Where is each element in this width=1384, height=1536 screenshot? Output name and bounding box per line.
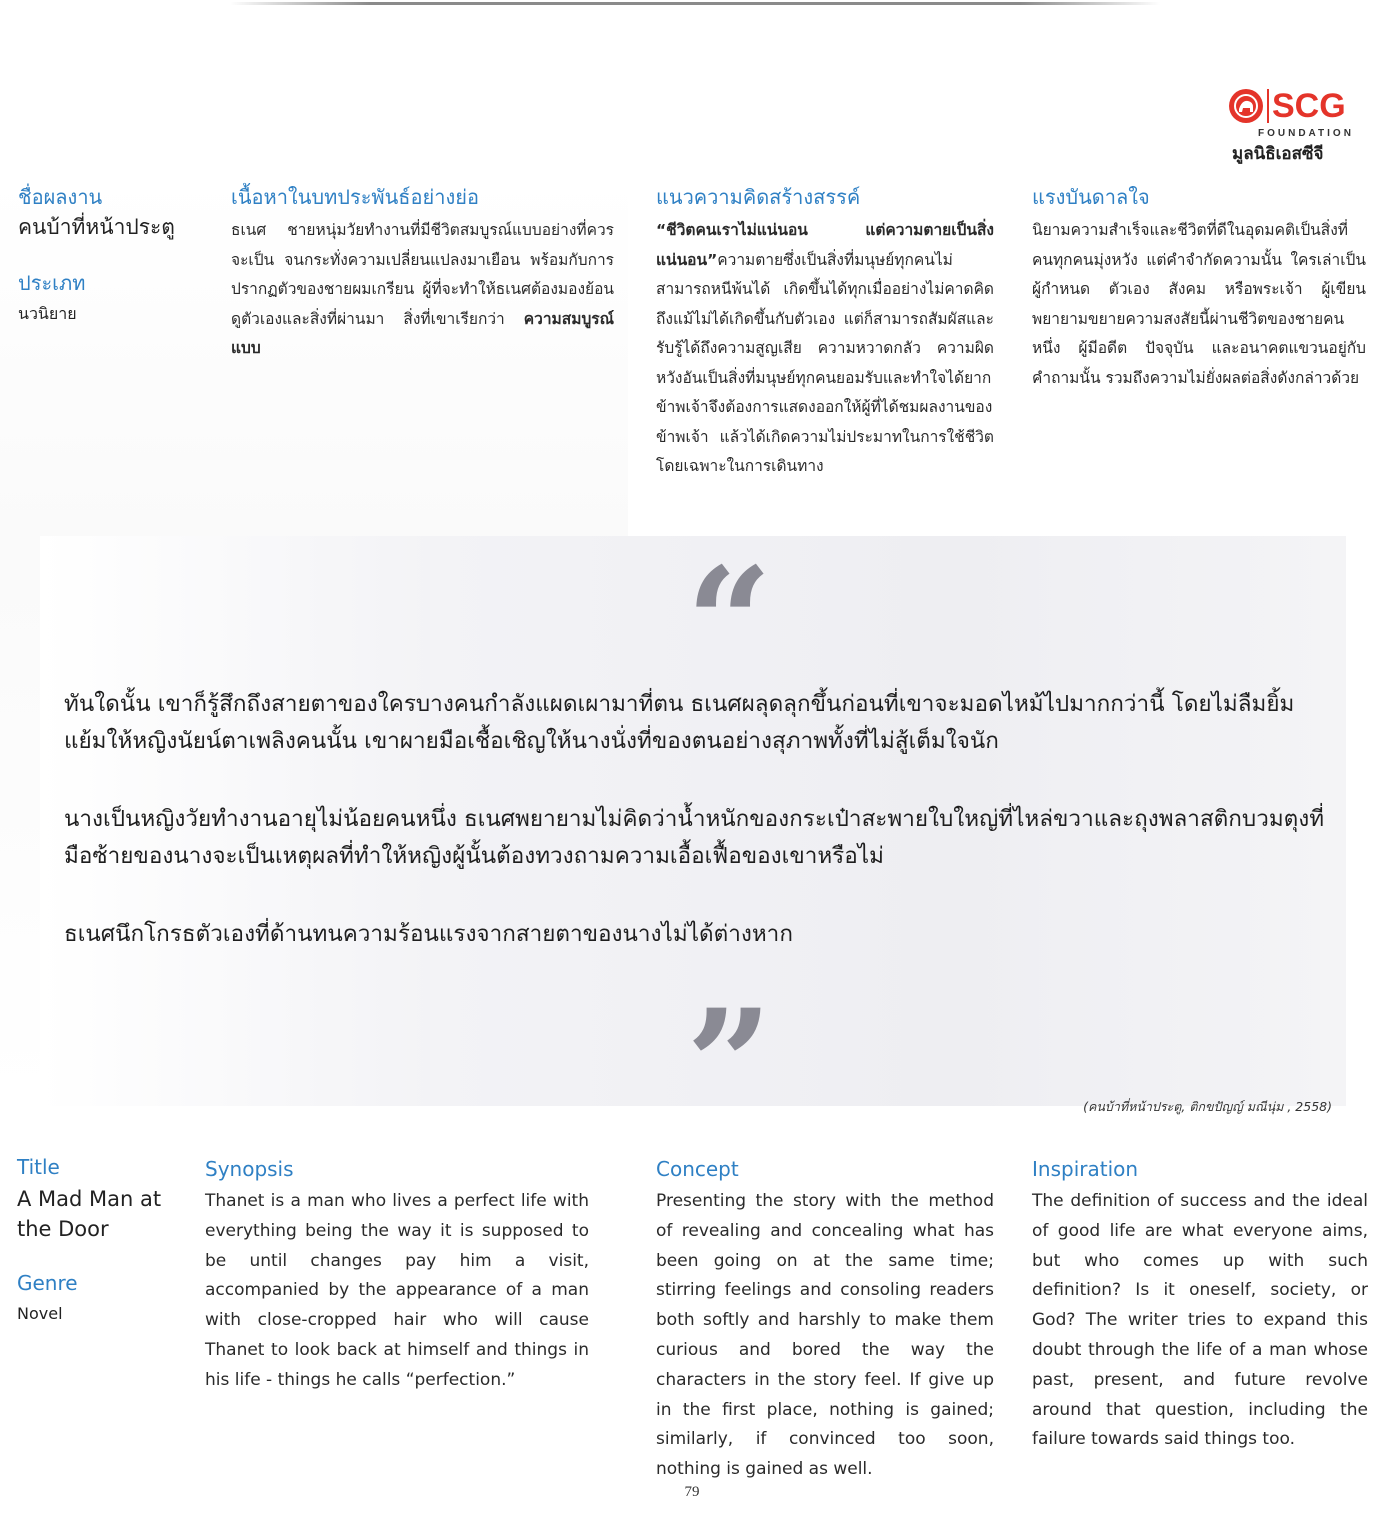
english-synopsis-block bbox=[205, 1156, 589, 1396]
thai-concept-block bbox=[656, 184, 994, 482]
thai-title-block bbox=[18, 184, 218, 326]
scg-foundation-logo bbox=[1226, 86, 1356, 166]
thai-concept-body: ความตายซึ่งเป็นสิ่งที่มนุษย์ทุกคนไม่สามารถหนีพ้นได้ เกิดขึ้นได้ทุกเมื่ออย่างไม่คาดคิด ถึงแม้ไม่ได้เกิดขึ้นกับตัวเอง แต่ก็สามารถสัมผัสและรับรู้ได้ถึงความสูญเสีย ความหวาดกลัว ความผิดหวังอันเป็นสิ่งที่มนุษย์ทุกคนยอมรับและทำใจได้ยาก ข้าพเจ้าจึงต้องการแสดงออกให้ผู้ที่ได้ชมผลงานของข้าพเจ้า แล้วได้เกิดความไม่ประมาทในการใช้ชีวิต โดยเฉพาะในการเดินทาง bbox=[656, 250, 994, 475]
open-quote-mark: “ bbox=[686, 535, 773, 711]
thai-synopsis-bold: ความสมบูรณ์แบบ bbox=[231, 309, 614, 357]
thai-genre-value: นวนิยาย bbox=[18, 304, 77, 323]
thai-synopsis-heading: เนื้อหาในบทประพันธ์อย่างย่อ bbox=[231, 185, 479, 209]
thai-synopsis-text bbox=[231, 216, 614, 364]
close-quote-mark: ” bbox=[686, 977, 773, 1153]
english-genre-label: Genre bbox=[17, 1271, 78, 1295]
thai-inspiration-text: นิยามความสำเร็จและชีวิตที่ดีในอุดมคติเป็นสิ่งที่คนทุกคนมุ่งหวัง แต่คำจำกัดความนั้น ใครเล่าเป็นผู้กำหนด ตัวเอง สังคม หรือพระเจ้า ผู้เขียนพยายามขยายความสงสัยนี้ผ่านชีวิตของชายคนหนึ่ง ผู้มีอดีต ปัจจุบัน และอนาคตแขวนอยู่กับคำถามนั้น รวมถึงความไม่ยั่งผลต่อสิ่งดังกล่าวด้วย bbox=[1032, 221, 1366, 387]
thai-inspiration-block bbox=[1032, 184, 1366, 393]
logo-subtitle: FOUNDATION bbox=[1258, 128, 1354, 139]
english-title-value: A Mad Man at the Door bbox=[17, 1187, 162, 1241]
page-number: 79 bbox=[684, 1484, 700, 1500]
english-title-block bbox=[17, 1154, 187, 1326]
english-title-label: Title bbox=[17, 1155, 60, 1179]
english-concept-text: Presenting the story with the method of revealing and concealing what has been going on at the same time; stirring feelings and consoling readers both softly and harshly to make them curious and bored the way the characters in the story feel. If give up in the first place, nothing is gained; similarly, if convinced too soon, nothing is gained as well. bbox=[656, 1191, 994, 1480]
thai-genre-label: ประเภท bbox=[18, 271, 86, 295]
thai-inspiration-heading: แรงบันดาลใจ bbox=[1032, 185, 1150, 209]
english-inspiration-block bbox=[1032, 1156, 1368, 1455]
thai-synopsis-body: ธเนศ ชายหนุ่มวัยทำงานที่มีชีวิตสมบูรณ์แบบอย่างที่ควรจะเป็น จนกระทั่งความเปลี่ยนแปลงมาเยือน พร้อมกับการปรากฏตัวของชายผมเกรียน ผู้ที่จะทำให้ธเนศต้องมองย้อนดูตัวเองและสิ่งที่ผ่านมา สิ่งที่เขาเรียกว่า bbox=[231, 221, 614, 328]
english-synopsis-text: Thanet is a man who lives a perfect life with everything being the way it is supposed to be until changes pay him a visit, accompanied by the appearance of a man with close-cropped hair who will cause Thanet to look back at himself and things in his life - things he calls “perfection.” bbox=[205, 1191, 589, 1390]
thai-title-label: ชื่อผลงาน bbox=[18, 185, 103, 209]
english-inspiration-heading: Inspiration bbox=[1032, 1157, 1139, 1181]
thai-concept-bold: “ชีวิตคนเราไม่แน่นอน แต่ความตายเป็นสิ่งแน่นอน” bbox=[656, 221, 994, 269]
quote-paragraph-1: ทันใดนั้น เขาก็รู้สึกถึงสายตาของใครบางคนกำลังแผดเผามาที่ตน ธเนศผลุดลุกขึ้นก่อนที่เขาจะมอดไหม้ไปมากกว่านี้ โดยไม่ลืมยิ้มแย้มให้หญิงนัยน์ตาเพลิงคนนั้น เขาผายมือเชื้อเชิญให้นางนั่งที่ของตนอย่างสุภาพทั้งที่ไม่สู้เต็มใจนัก bbox=[64, 691, 1295, 754]
english-concept-heading: Concept bbox=[656, 1157, 739, 1181]
quote-paragraph-3: ธเนศนึกโกรธตัวเองที่ด้านทนความร้อนแรงจากสายตาของนางไม่ได้ต่างหาก bbox=[64, 921, 793, 947]
thai-concept-heading: แนวความคิดสร้างสรรค์ bbox=[656, 185, 861, 209]
logo-thai-name: มูลนิธิเอสซีจี bbox=[1232, 144, 1324, 164]
thai-title-value: คนบ้าที่หน้าประตู bbox=[18, 215, 175, 239]
english-synopsis-heading: Synopsis bbox=[205, 1157, 294, 1181]
logo-name: SCG bbox=[1272, 87, 1346, 125]
english-concept-block bbox=[656, 1156, 994, 1485]
thai-concept-text bbox=[656, 216, 994, 482]
english-genre-value: Novel bbox=[17, 1304, 63, 1323]
quote-paragraph-2: นางเป็นหญิงวัยทำงานอายุไม่น้อยคนหนึ่ง ธเนศพยายามไม่คิดว่าน้ำหนักของกระเป๋าสะพายใบใหญ่ที่ไหล่ขวาและถุงพลาสติกบวมตุงที่มือซ้ายของนางจะเป็นเหตุผลที่ทำให้หญิงผู้นั้นต้องทวงถามความเอื้อเฟื้อของเขาหรือไม่ bbox=[64, 806, 1325, 869]
english-inspiration-text: The definition of success and the ideal of good life are what everyone aims, but who comes up with such definition? Is it oneself, society, or God? The writer tries to expand this doubt through the life of a man whose past, present, and future revolve around that question, including the failure towards said things too. bbox=[1032, 1191, 1368, 1450]
logo-separator bbox=[1267, 89, 1269, 123]
top-rule bbox=[230, 2, 1160, 5]
scg-emblem-icon bbox=[1228, 88, 1264, 124]
thai-synopsis-block bbox=[231, 184, 614, 364]
quote-citation: (คนบ้าที่หน้าประตู, ติกขปัญญ์ มณีนุ่ม , 2558) bbox=[1083, 1099, 1332, 1114]
